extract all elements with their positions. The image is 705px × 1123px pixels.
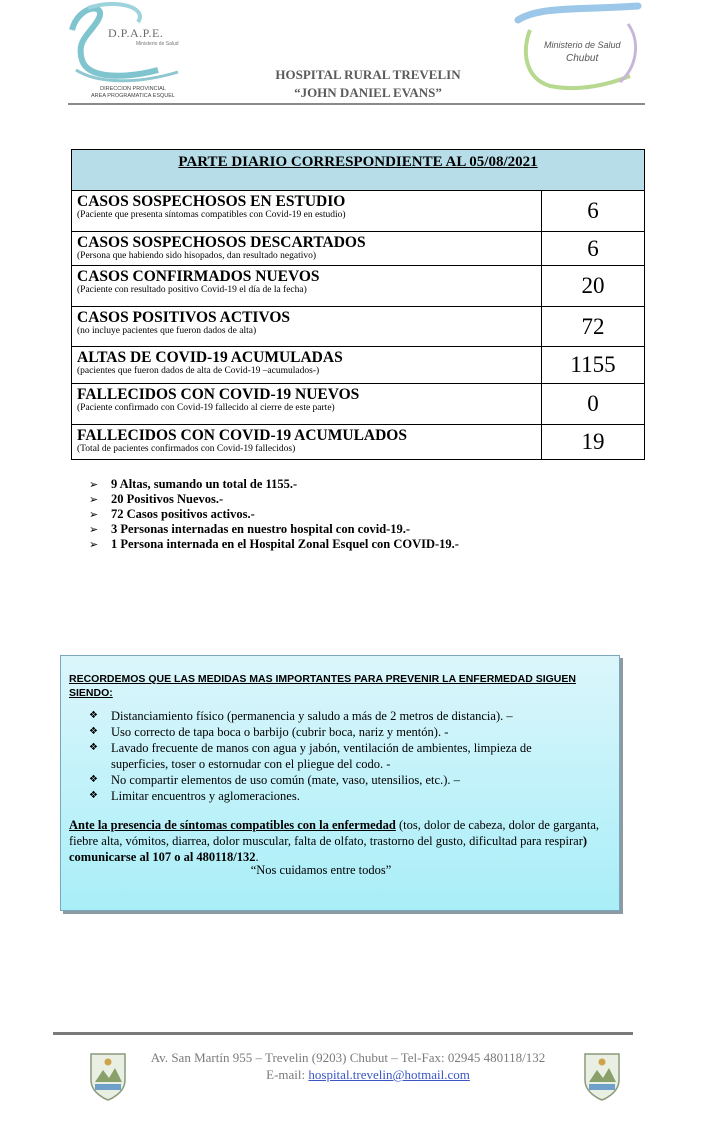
summary-item: ➢ 20 Positivos Nuevos.- [89,492,459,507]
table-row [72,425,645,460]
header-divider [68,103,645,105]
table-row [72,307,645,347]
row-label: FALLECIDOS CON COVID-19 ACUMULADOS [77,427,407,444]
prevention-measures-list [89,708,589,804]
measure-item: ❖ Lavado frecuente de manos con agua y jabón, ventilación de ambientes, limpieza de superficies, toser o estornudar con el pliegue del codo. - [89,740,589,772]
measure-item: ❖ No compartir elementos de uso común (mate, vaso, utensilios, etc.). – [89,772,589,788]
row-label-cell [72,191,542,232]
row-value: 1155 [542,347,645,384]
symptoms-list: (tos, dolor de cabeza, dolor de garganta, fiebre alta, vómitos, diarrea, dolor muscular, falta de olfato, trastorno del gusto, dificultad para respirar [69,818,600,848]
symptoms-contact: ) comunicarse al 107 o al 480118/132 [69,834,588,864]
footer-email-line [128,1067,608,1083]
row-note: (no incluye pacientes que fueron dados de alta) [77,326,257,336]
hospital-name: HOSPITAL RURAL TREVELIN [275,67,461,82]
measure-item: ❖ Limitar encuentros y aglomeraciones. [89,788,589,804]
summary-item: ➢ 9 Altas, sumando un total de 1155.- [89,477,459,492]
ministerio-logo-line1: Ministerio de Salud [544,40,621,50]
row-label-cell [72,232,542,266]
prevention-box [60,655,620,911]
symptoms-lead: Ante la presencia de síntomas compatibles con la enfermedad [69,818,396,832]
table-row [72,191,645,232]
report-title: PARTE DIARIO CORRESPONDIENTE AL 05/08/2021 [178,154,538,170]
row-note: (Paciente que presenta síntomas compatibles con Covid-19 en estudio) [77,210,346,220]
row-label-cell [72,384,542,425]
hospital-subtitle: “JOHN DANIEL EVANS” [294,85,442,100]
daily-report-table [71,149,645,460]
summary-item: ➢ 1 Persona internada en el Hospital Zonal Esquel con COVID-19.- [89,537,459,552]
row-note: (Persona que habiendo sido hisopados, dan resultado negativo) [77,251,317,261]
dpape-logo-subtitle: Ministerio de Salud [136,41,179,47]
email-link[interactable]: hospital.trevelin@hotmail.com [308,1067,470,1082]
row-value: 72 [542,307,645,347]
row-label: ALTAS DE COVID-19 ACUMULADAS [77,349,343,366]
row-label: CASOS POSITIVOS ACTIVOS [77,309,291,326]
footer-divider [53,1032,633,1035]
ministerio-salud-logo [510,0,650,100]
row-label: CASOS SOSPECHOSOS DESCARTADOS [77,234,366,251]
row-value: 6 [542,232,645,266]
ministerio-logo-graphic [510,0,650,100]
dpape-logo [68,0,186,100]
dpape-org-text [78,86,188,100]
row-note: (Total de pacientes confirmados con Covid-19 fallecidos) [77,444,296,454]
table-header-row [72,150,645,191]
summary-item: ➢ 3 Personas internadas en nuestro hospital con covid-19.- [89,522,459,537]
summary-list [89,477,459,552]
row-label: CASOS SOSPECHOSOS EN ESTUDIO [77,193,346,210]
measure-item: ❖ Uso correcto de tapa boca o barbijo (cubrir boca, nariz y mentón). - [89,724,589,740]
row-value: 0 [542,384,645,425]
dpape-logo-mark: D.P.A.P.E. [108,26,164,40]
municipal-seal-icon [89,1050,127,1102]
row-note: (pacientes que fueron dados de alta de Covid-19 –acumulados-) [77,366,320,376]
table-row [72,232,645,266]
row-label-cell [72,425,542,460]
table-row [72,384,645,425]
row-label-cell [72,266,542,307]
dpape-org-line2: AREA PROGRAMATICA ESQUEL [91,93,175,99]
row-note: (Paciente confirmado con Covid-19 fallecido al cierre de este parte) [77,403,335,413]
row-label-cell [72,347,542,384]
row-label: FALLECIDOS CON COVID-19 NUEVOS [77,386,360,403]
prevention-heading: RECORDEMOS QUE LAS MEDIDAS MAS IMPORTANTES PARA PREVENIR LA ENFERMEDAD SIGUEN SIENDO: [69,673,576,699]
dpape-org-line1: DIRECCION PROVINCIAL [100,86,166,92]
table-row [72,266,645,307]
footer-address: Av. San Martín 955 – Trevelin (9203) Chubut – Tel-Fax: 02945 480118/132 [150,1050,546,1065]
table-row [72,347,645,384]
ministerio-logo-line2: Chubut [566,53,599,64]
row-label: CASOS CONFIRMADOS NUEVOS [77,268,320,285]
report-title-cell [72,150,645,191]
summary-item: ➢ 72 Casos positivos activos.- [89,507,459,522]
row-value: 20 [542,266,645,307]
footer-email-label: E-mail: [266,1067,309,1082]
symptoms-paragraph [69,817,613,865]
measure-item: ❖ Distanciamiento físico (permanencia y saludo a más de 2 metros de distancia). – [89,708,589,724]
row-value: 19 [542,425,645,460]
motto: “Nos cuidamos entre todos” [250,863,392,877]
row-note: (Paciente con resultado positivo Covid-19 el día de la fecha) [77,285,307,295]
row-value: 6 [542,191,645,232]
row-label-cell [72,307,542,347]
symptoms-end: . [255,850,259,864]
